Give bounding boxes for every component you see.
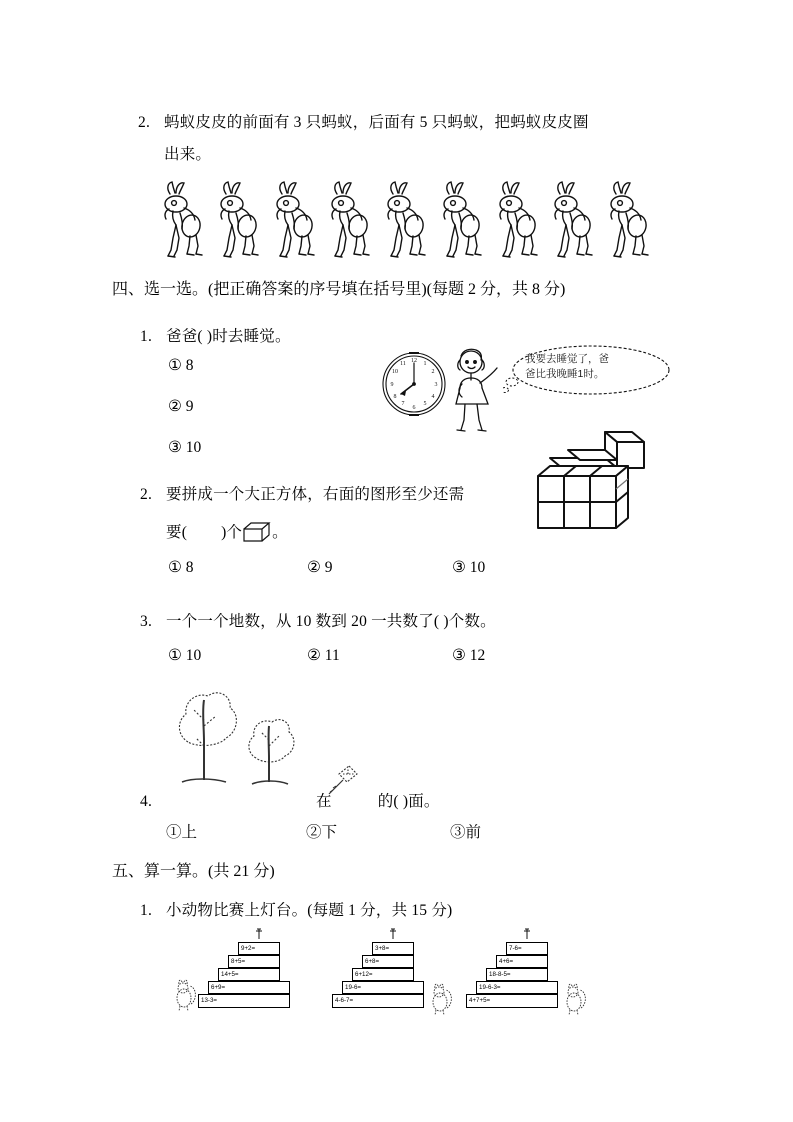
step-cell[interactable]: 6+9= <box>208 981 290 994</box>
speech-bubble <box>503 342 673 404</box>
question-3-2-line1 <box>138 108 589 138</box>
section-four-item-3 <box>140 607 496 637</box>
section-four-item-2-line2 <box>166 518 288 548</box>
squirrel-icon <box>562 982 588 1016</box>
item-1-option-1[interactable]: ① 8 <box>168 357 194 374</box>
item-4-text-after: 的( )面。 <box>377 793 440 810</box>
section-four-item-4 <box>140 787 440 817</box>
step-cell[interactable]: 18-8-5= <box>486 968 548 981</box>
question-3-2-line2: 出来。 <box>164 146 212 163</box>
speech-bubble-line1: 我要去睡觉了，爸 <box>525 353 609 365</box>
section-four-heading: 四、选一选。(把正确答案的序号填在括号里)(每题 2 分，共 8 分) <box>112 281 566 298</box>
ant-icon <box>439 180 485 260</box>
lamp-icon <box>254 928 264 940</box>
step-cell[interactable]: 19-6= <box>342 981 424 994</box>
tree-pair-illustration <box>168 686 318 802</box>
step-cell[interactable]: 7-6= <box>506 942 548 955</box>
item-1-option-2[interactable]: ② 9 <box>168 398 194 415</box>
item-3-number: 3. <box>140 613 153 630</box>
svg-text:9: 9 <box>390 382 394 388</box>
section-five-item-1-text: 小动物比赛上灯台。(每题 1 分，共 15 分) <box>166 902 453 919</box>
step-cell[interactable]: 4-6-7= <box>332 994 424 1008</box>
item-4-number: 4. <box>140 793 153 810</box>
step-cell[interactable]: 4+7+5= <box>466 994 558 1008</box>
item-2-option-2[interactable]: ② 9 <box>307 559 333 576</box>
staircase-3 <box>464 928 576 1026</box>
item-1-number: 1. <box>140 328 153 345</box>
item-3-text: 一个一个地数，从 10 数到 20 一共数了( )个数。 <box>166 613 496 630</box>
cube-stack-illustration <box>520 428 670 548</box>
speech-bubble-line2: 爸比我晚睡1时。 <box>525 368 605 380</box>
question-3-2-text1: 蚂蚁皮皮的前面有 3 只蚂蚁，后面有 5 只蚂蚁，把蚂蚁皮皮圈 <box>164 114 589 131</box>
item-1-text: 爸爸( )时去睡觉。 <box>166 328 291 345</box>
unit-cube-icon <box>242 521 272 543</box>
section-five-heading: 五、算一算。(共 21 分) <box>112 863 275 880</box>
calculation-staircases <box>196 928 576 1028</box>
item-3-option-1[interactable]: ① 10 <box>168 647 202 664</box>
step-cell[interactable]: 8+5= <box>228 955 280 968</box>
item-2-option-3[interactable]: ③ 10 <box>452 559 486 576</box>
section-four-item-1 <box>140 322 291 352</box>
item-4-option-3[interactable]: ③前 <box>450 824 482 841</box>
item-3-option-2[interactable]: ② 11 <box>307 647 340 664</box>
ant-icon <box>216 180 262 260</box>
ant-icon <box>160 180 206 260</box>
speech-bubble-text <box>525 352 653 382</box>
step-cell[interactable]: 4+6= <box>496 955 548 968</box>
item-2-number: 2. <box>140 486 153 503</box>
section-five-item-1-number: 1. <box>140 902 153 919</box>
section-five-item-1 <box>140 896 452 926</box>
step-cell[interactable]: 3+8= <box>372 942 414 955</box>
svg-text:4: 4 <box>431 394 435 400</box>
ant-icon <box>550 180 596 260</box>
lamp-icon <box>522 928 532 940</box>
ant-icon <box>495 180 541 260</box>
svg-text:10: 10 <box>392 369 398 375</box>
ant-row-illustration <box>160 176 652 260</box>
svg-text:5: 5 <box>423 401 427 407</box>
lamp-icon <box>388 928 398 940</box>
svg-text:2: 2 <box>431 369 435 375</box>
svg-text:11: 11 <box>400 361 406 367</box>
squirrel-icon <box>172 978 198 1012</box>
svg-text:8: 8 <box>393 394 397 400</box>
question-3-2-number: 2. <box>138 114 151 131</box>
step-cell[interactable]: 14+5= <box>218 968 280 981</box>
svg-text:1: 1 <box>423 361 427 367</box>
item-2-option-1[interactable]: ① 8 <box>168 559 194 576</box>
step-cell[interactable]: 6+8= <box>362 955 414 968</box>
item-1-option-3[interactable]: ③ 10 <box>168 439 202 456</box>
ant-icon <box>606 180 652 260</box>
svg-text:3: 3 <box>434 382 438 388</box>
staircase-1 <box>196 928 308 1026</box>
svg-text:6: 6 <box>412 405 416 411</box>
ant-icon <box>327 180 373 260</box>
analog-clock-icon <box>379 345 449 423</box>
staircase-2 <box>330 928 442 1026</box>
step-cell[interactable]: 19-6-3= <box>476 981 558 994</box>
item-2-text2-before: 要( <box>166 524 188 541</box>
squirrel-icon <box>428 982 454 1016</box>
svg-text:12: 12 <box>411 358 417 364</box>
item-4-text-mid: 在 <box>316 793 332 810</box>
section-four-item-2-line1 <box>140 480 464 510</box>
ant-icon <box>383 180 429 260</box>
ant-icon <box>272 180 318 260</box>
item-3-option-3[interactable]: ③ 12 <box>452 647 486 664</box>
step-cell[interactable]: 13-3= <box>198 994 290 1008</box>
girl-figure-icon <box>446 346 506 434</box>
step-cell[interactable]: 9+2= <box>238 942 280 955</box>
item-4-option-2[interactable]: ②下 <box>306 824 338 841</box>
item-2-text1: 要拼成一个大正方体，右面的图形至少还需 <box>166 486 465 503</box>
step-cell[interactable]: 6+12= <box>352 968 414 981</box>
svg-text:7: 7 <box>401 401 405 407</box>
item-4-option-1[interactable]: ①上 <box>166 824 198 841</box>
item-2-text2-mid: )个 <box>221 524 243 541</box>
item-2-text2-after: 。 <box>272 524 288 541</box>
